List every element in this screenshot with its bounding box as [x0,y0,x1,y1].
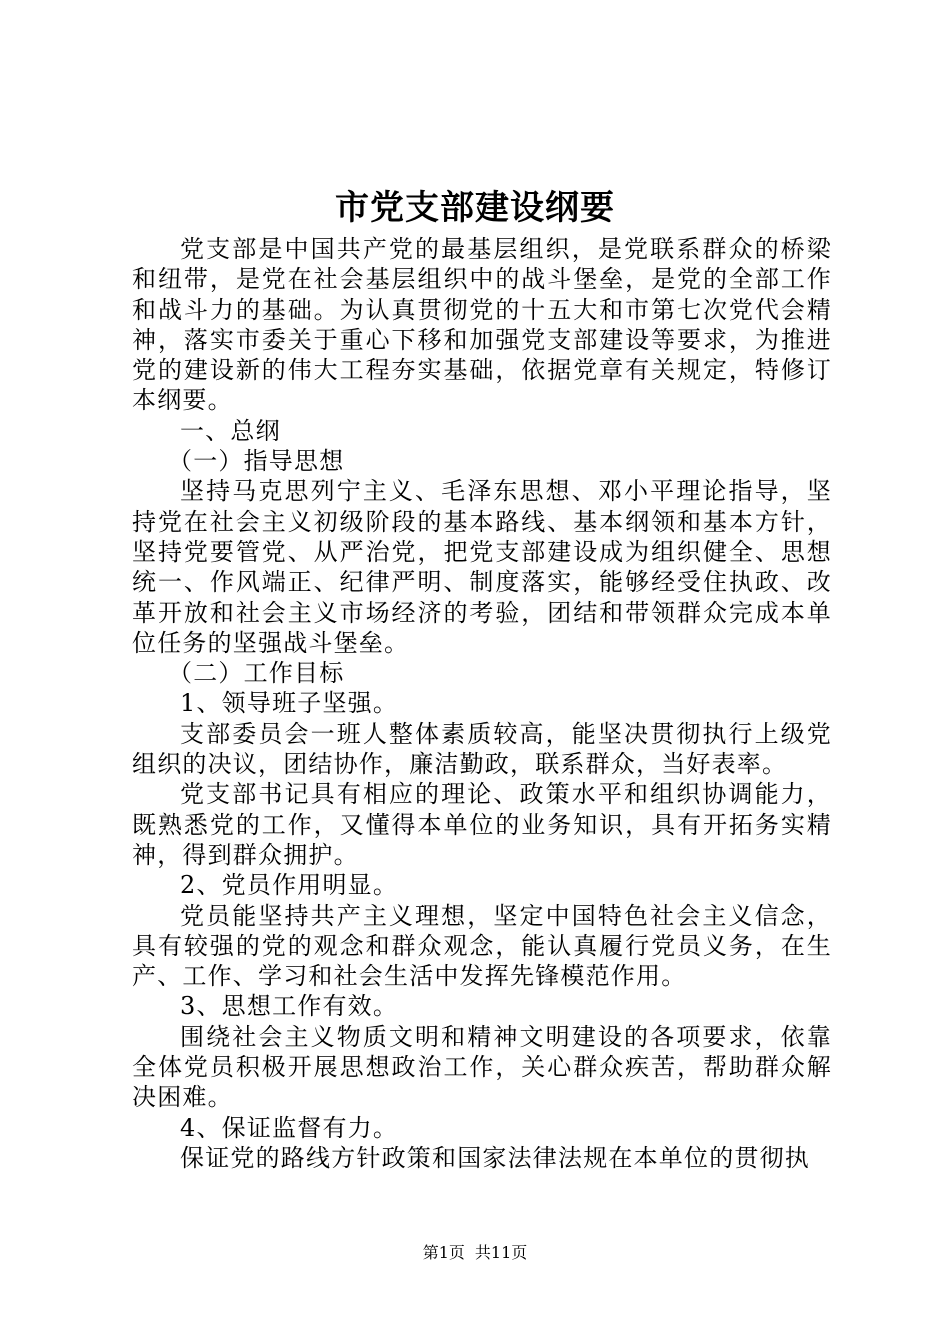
item-heading: 4、保证监督有力。 [180,1113,399,1142]
item-heading: 3、思想工作有效。 [180,992,399,1021]
subsection-heading: （一）指导思想 [168,447,345,476]
body-paragraph: 党员能坚持共产主义理想，坚定中国特色社会主义信念，具有较强的党的观念和群众观念，能认真履行党员义务，在生产、工作、学习和社会生活中发挥先锋模范作用。 [132,901,832,991]
body-paragraph: 坚持马克思列宁主义、毛泽东思想、邓小平理论指导，坚持党在社会主义初级阶段的基本路线、基本纲领和基本方针，坚持党要管党、从严治党，把党支部建设成为组织健全、思想统一、作风端正、纪律严明、制度落实，能够经受住执政、改革开放和社会主义市场经济的考验，团结和带领群众完成本单位任务的坚强战斗堡垒。 [132,477,832,657]
item-heading: 2、党员作用明显。 [180,871,399,900]
section-heading: 一、总纲 [180,416,281,445]
page-number: 第1页 [422,1243,465,1262]
document-body [132,234,832,1173]
item-heading: 1、领导班子坚强。 [180,689,399,718]
body-paragraph: 党支部书记具有相应的理论、政策水平和组织协调能力，既熟悉党的工作，又懂得本单位的业务知识，具有开拓务实精神，得到群众拥护。 [132,780,832,869]
body-paragraph: 党支部是中国共产党的最基层组织，是党联系群众的桥梁和纽带，是党在社会基层组织中的战斗堡垒，是党的全部工作和战斗力的基础。为认真贯彻党的十五大和市第七次党代会精神，落实市委关于重心下移和加强党支部建设等要求，为推进党的建设新的伟大工程夯实基础，依据党章有关规定，特修订本纲要。 [132,235,832,415]
body-paragraph: 围绕社会主义物质文明和精神文明建设的各项要求，依靠全体党员积极开展思想政治工作，关心群众疾苦，帮助群众解决困难。 [132,1022,832,1112]
page-total: 共11页 [474,1243,528,1262]
body-paragraph: 保证党的路线方针政策和国家法律法规在本单位的贯彻执 [180,1143,810,1172]
page-footer [0,1241,950,1265]
subsection-heading: （二）工作目标 [168,659,345,688]
body-paragraph: 支部委员会一班人整体素质较高，能坚决贯彻执行上级党组织的决议，团结协作，廉洁勤政，联系群众，当好表率。 [132,719,832,779]
document-title: 市党支部建设纲要 [335,188,615,228]
